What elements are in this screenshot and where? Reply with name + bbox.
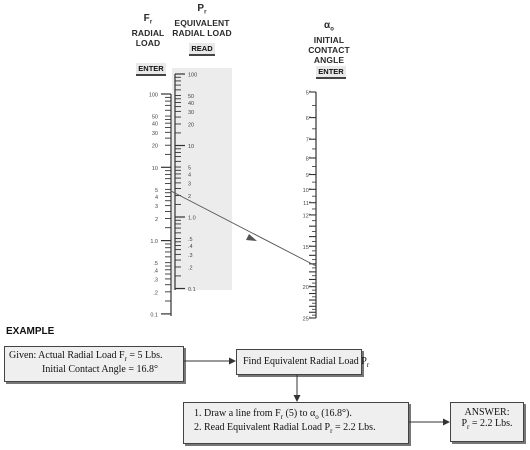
pr-tick-label: .4 (188, 243, 193, 250)
fr-tick-label: 30 (151, 130, 158, 137)
alpha-tick-label: 5° (305, 90, 311, 97)
fr-tick-label: 1.0 (150, 239, 158, 246)
answer-b: = 2.2 Lbs. (469, 418, 513, 429)
arrow-find-to-steps-head (294, 395, 301, 402)
step2-a: 2. Read Equivalent Radial Load P (194, 422, 331, 433)
fr-symbol-sub: r (149, 19, 153, 26)
pr-tick-label: 100 (188, 72, 198, 79)
alpha-header-line2: CONTACT (308, 44, 350, 55)
pr-tick-label: .5 (188, 237, 193, 244)
pr-tick-label: 40 (188, 100, 195, 107)
given-line1-sub: r (124, 355, 127, 363)
fr-tick-label: 4 (154, 194, 158, 201)
find-box (236, 349, 370, 375)
pr-read-button[interactable]: READ (189, 43, 215, 56)
find-text: Find Equivalent Radial Load P (243, 356, 367, 367)
pr-tick-label: 20 (188, 122, 195, 129)
pr-tick-label: .2 (188, 265, 193, 272)
alpha-tick-label: 25° (302, 316, 311, 322)
alpha-symbol: α (323, 20, 331, 31)
alpha-header-line3: ANGLE (313, 54, 345, 65)
fr-enter-button[interactable]: ENTER (136, 63, 166, 76)
answer-sub: r (467, 423, 470, 431)
fr-tick-label: 0.1 (150, 312, 158, 319)
fr-tick-label: 50 (151, 114, 158, 121)
pr-tick-label: 3 (188, 181, 192, 188)
step1-sub2: o (315, 413, 319, 421)
alpha-tick-label: 11° (303, 201, 311, 208)
alpha-tick-label: 7° (305, 137, 311, 144)
alpha-enter-button[interactable]: ENTER (316, 66, 346, 79)
fr-tick-label: 100 (148, 92, 158, 99)
arrow-given-to-find-head (229, 358, 236, 365)
pr-tick-label: 2 (188, 193, 192, 200)
example-title: EXAMPLE (6, 326, 55, 337)
fr-tick-label: .3 (153, 277, 158, 284)
pr-tick-label: .3 (188, 252, 193, 259)
alpha-tick-label: 8° (305, 156, 311, 163)
fr-header-line1: RADIAL (131, 27, 165, 38)
pr-symbol-sub: r (204, 9, 207, 16)
alpha-tick-label: 12° (302, 213, 311, 220)
fr-tick-label: .4 (153, 268, 158, 275)
alpha-tick-label: 6° (305, 116, 311, 123)
alpha-tick-label: 9° (305, 173, 311, 180)
alpha-ticks (303, 91, 316, 323)
alpha-tick-label: 20° (302, 285, 311, 292)
step2-b: = 2.2 Lbs. (332, 422, 376, 433)
answer-a: P (461, 418, 468, 429)
fr-tick-label: 20 (151, 143, 158, 150)
find-text-sub: r (366, 361, 370, 369)
alpha-tick-label: 10° (302, 187, 311, 194)
step1-c: (16.8°). (318, 408, 352, 419)
answer-box (450, 402, 524, 442)
pr-symbol: P (197, 3, 205, 14)
fr-tick-label: 3 (154, 204, 158, 211)
fr-tick-label: .2 (153, 290, 158, 297)
pr-tick-label: 10 (188, 144, 195, 150)
pr-tick-label: 1.0 (188, 215, 196, 222)
step1-sub1: r (280, 413, 283, 421)
fr-tick-label: 10 (151, 165, 158, 172)
pr-scale-strip (172, 68, 232, 290)
step1-a: 1. Draw a line from F (194, 408, 281, 419)
pr-tick-label: 4 (188, 172, 192, 179)
fr-tick-label: 5 (154, 187, 158, 194)
fr-header-line2: LOAD (135, 37, 161, 48)
steps-box (183, 402, 409, 444)
given-box (4, 346, 184, 382)
fr-symbol: F (143, 13, 150, 24)
step2-sub: r (330, 427, 333, 435)
pr-tick-label: 30 (188, 109, 195, 116)
arrow-steps-to-answer-head (443, 419, 450, 426)
answer-title: ANSWER: (464, 407, 510, 418)
pr-tick-label: 0.1 (188, 287, 196, 293)
pr-tick-label: 50 (188, 94, 195, 101)
fr-tick-label: .5 (153, 261, 158, 268)
step1-b: (5) to α (283, 408, 316, 419)
alpha-symbol-sub: o (330, 26, 334, 33)
fr-ticks (149, 93, 171, 319)
given-line1-end: = 5 Lbs. (126, 350, 163, 361)
pr-tick-label: 5 (188, 165, 192, 172)
pr-header-line2: RADIAL LOAD (172, 27, 232, 38)
fr-tick-label: 40 (151, 121, 158, 128)
given-line1: Given: Actual Radial Load F (9, 350, 125, 361)
given-line2: Initial Contact Angle = 16.8° (42, 364, 159, 375)
pr-header-line1: EQUIVALENT (174, 17, 230, 28)
fr-tick-label: 2 (154, 217, 158, 224)
alpha-header-line1: INITIAL (313, 34, 345, 45)
alpha-tick-label: 15° (302, 244, 311, 251)
